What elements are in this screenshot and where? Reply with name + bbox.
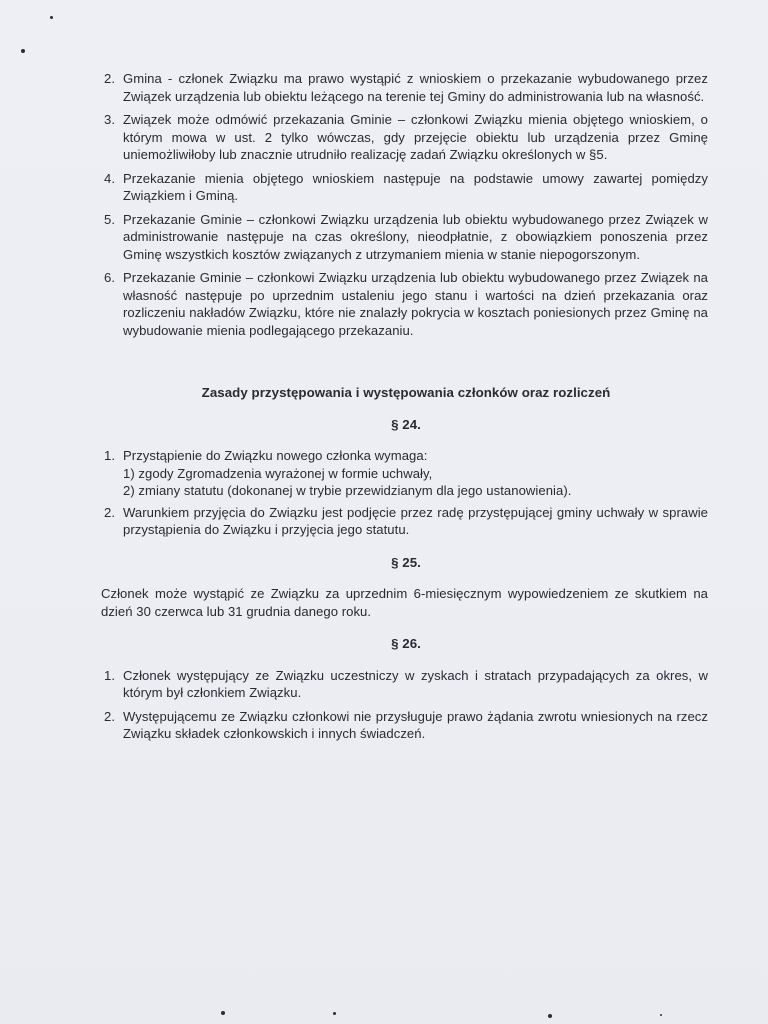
section-26-list xyxy=(104,667,708,743)
list-item xyxy=(104,70,708,105)
scan-speck xyxy=(660,1014,662,1016)
item-number: 4. xyxy=(104,170,116,186)
list-item xyxy=(104,447,708,500)
item-text: Gmina - członek Związku ma prawo wystąpić z wnioskiem o przekazanie wybudowanego przez Związek urządzenia lub obiektu leżącego na terenie tej Gminy do administrowania lub na własność. xyxy=(123,71,708,104)
item-text: Przekazanie Gminie – członkowi Związku urządzenia lub obiektu wybudowanego przez Związek w administrowanie następuje na czas określony, nieodpłatnie, z obowiązkiem ponoszenia przez Gminę wszystkich kosztów związanych z utrzymaniem mienia w stanie niepogorszonym. xyxy=(123,211,708,262)
item-number: 5. xyxy=(104,211,116,227)
list-item xyxy=(104,170,708,205)
item-text: Przystąpienie do Związku nowego członka wymaga: xyxy=(123,448,428,463)
scan-speck xyxy=(548,1014,552,1018)
item-number: 3. xyxy=(104,112,116,127)
scan-speck xyxy=(21,49,25,53)
list-item xyxy=(104,211,708,264)
item-number: 2. xyxy=(104,708,116,724)
list-item xyxy=(104,504,708,539)
document-body xyxy=(101,70,708,743)
chapter-title: Zasady przystępowania i występowania członków oraz rozliczeń xyxy=(201,385,611,400)
top-numbered-list xyxy=(104,70,708,339)
item-text: Związek może odmówić przekazania Gminie – członkowi Związku mienia objętego wnioskiem, o którym mowa w ust. 2 tylko wówczas, gdy przejęcie obiektu lub urządzenia przez Gminę uniemożliwiłoby lub znacznie utrudniło realizację zadań Związku określonych w §5. xyxy=(123,112,708,162)
list-item xyxy=(104,269,708,339)
item-number: 2. xyxy=(104,504,116,520)
scan-speck xyxy=(333,1012,336,1015)
item-text: Występującemu ze Związku członkowi nie przysługuje prawo żądania zwrotu wniesionych na rzecz Związku składek członkowskich i innych świadczeń. xyxy=(123,708,708,741)
scan-speck xyxy=(221,1011,225,1015)
section-25-paragraph: Członek może wystąpić ze Związku za uprzednim 6-miesięcznym wypowiedzeniem ze skutkiem na dzień 30 czerwca lub 31 grudnia danego roku. xyxy=(101,586,708,619)
item-text: Warunkiem przyjęcia do Związku jest podjęcie przez radę przystępującej gminy uchwały w sprawie przystąpienia do Związku i przyjęcia jego statutu. xyxy=(123,504,708,537)
section-24-list xyxy=(104,447,708,539)
list-item xyxy=(104,111,708,164)
item-number: 1. xyxy=(104,667,116,683)
section-title-25: § 25. xyxy=(391,554,421,570)
item-number: 1. xyxy=(104,448,116,463)
sub-item: 2) zmiany statutu (dokonanej w trybie przewidzianym dla jego ustanowienia). xyxy=(123,483,572,498)
item-text: Przekazanie mienia objętego wnioskiem następuje na podstawie umowy zawartej pomiędzy Związkiem i Gminą. xyxy=(123,170,708,203)
section-title-24: § 24. xyxy=(391,416,421,432)
item-number: 2. xyxy=(104,71,116,86)
list-item xyxy=(104,667,708,702)
item-text: Przekazanie Gminie – członkowi Związku urządzenia lub obiektu wybudowanego przez Związek na własność następuje po uprzednim ustaleniu jego stanu i wartości na dzień przekazania oraz rozliczeniu nakładów Związku, które nie znalazły pokrycia w kosztach poniesionych przez Gminę na wybudowanie mienia podlegającego przekazaniu. xyxy=(123,270,708,338)
item-number: 6. xyxy=(104,270,116,285)
sub-item: 1) zgody Zgromadzenia wyrażonej w formie uchwały, xyxy=(123,465,433,481)
item-text: Członek występujący ze Związku uczestniczy w zyskach i stratach przypadających za okres, w którym był członkiem Związku. xyxy=(123,667,708,700)
section-title-26: § 26. xyxy=(391,636,421,651)
list-item xyxy=(104,708,708,743)
scan-speck xyxy=(50,16,53,19)
